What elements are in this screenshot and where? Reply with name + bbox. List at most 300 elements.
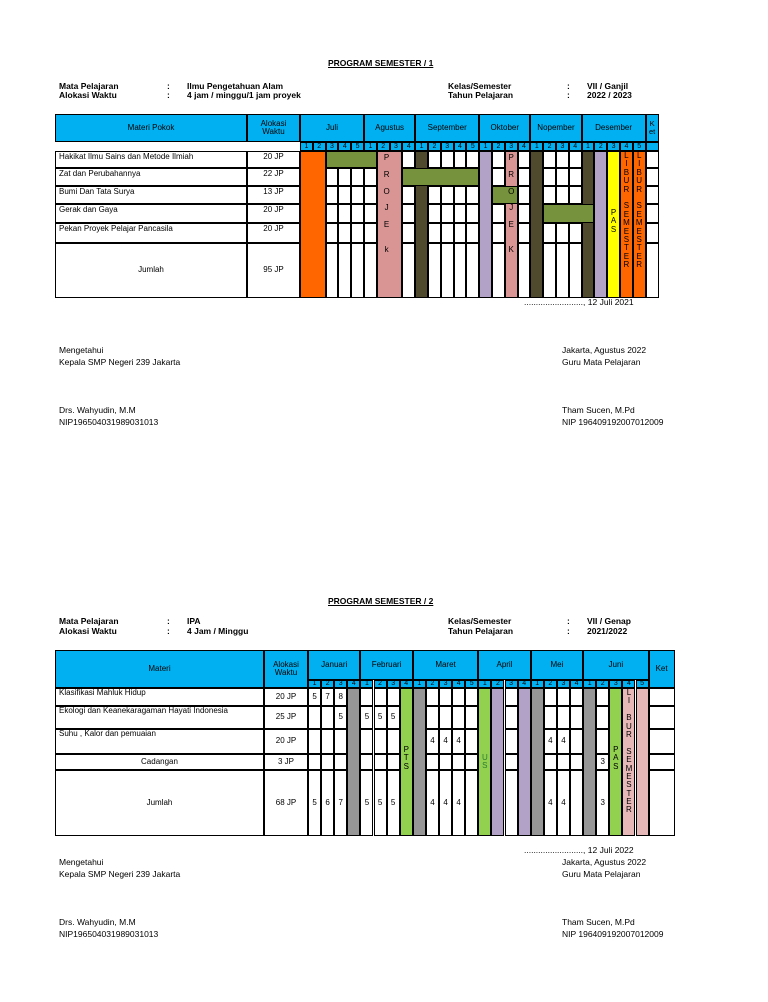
sem1-tahun-label: Tahun Pelajaran <box>448 90 514 100</box>
sem2-row-jp: 3 JP <box>264 754 308 770</box>
sem1-week-num: 4 <box>402 142 415 151</box>
sem1-cell <box>351 168 364 186</box>
sem2-cell <box>387 754 400 770</box>
sem2-mapel-label: Mata Pelajaran <box>59 616 119 626</box>
sem2-tahun-label: Tahun Pelajaran <box>448 626 514 636</box>
sem2-week-num: 3 <box>505 680 518 688</box>
sem2-cell-ket <box>649 688 675 706</box>
sem1-week-num: 1 <box>300 142 313 151</box>
sem2-kelas-label: Kelas/Semester <box>448 616 512 626</box>
sem1-cell <box>402 186 415 204</box>
sem1-week-num: 1 <box>530 142 543 151</box>
sem2-cell <box>387 688 400 706</box>
sem2-kepala: Kepala SMP Negeri 239 Jakarta <box>59 869 181 879</box>
sem2-cell: 5 <box>308 770 321 836</box>
sem2-cell-ket <box>649 770 675 836</box>
sem1-week-blank <box>55 142 300 151</box>
sem2-cell <box>308 729 321 754</box>
sem1-cell <box>402 243 415 298</box>
sem2-cell <box>557 754 570 770</box>
sem2-cell: 3 <box>596 770 609 836</box>
sem1-week-num: 1 <box>582 142 595 151</box>
sem1-col-orange <box>300 151 326 298</box>
sem1-cell <box>402 223 415 243</box>
sem2-cell <box>360 729 373 754</box>
sem2-cell <box>557 706 570 729</box>
sem1-cell <box>543 243 556 298</box>
sem1-cell <box>441 223 454 243</box>
sem1-libur-label: L I B U R S E M E S T E R <box>623 151 630 270</box>
sem2-tahun-value: 2021/2022 <box>587 626 628 636</box>
sem2-mapel-value: IPA <box>187 616 201 626</box>
sem1-cell <box>569 223 582 243</box>
sem2-cell <box>426 688 439 706</box>
sem1-alokasi-label: Alokasi Waktu <box>59 90 117 100</box>
sem1-cell <box>466 151 479 168</box>
sem1-kelas-label: Kelas/Semester <box>448 81 512 91</box>
sem1-projek-label: P R O J E k <box>383 153 390 255</box>
sem1-row-materi: Gerak dan Gaya <box>55 204 247 223</box>
sem1-row-materi: Pekan Proyek Pelajar Pancasila <box>55 223 247 243</box>
sem1-cell <box>556 186 569 204</box>
sem1-week-num: 3 <box>556 142 569 151</box>
sem2-cell: 5 <box>360 770 373 836</box>
sem1-cell <box>492 243 505 298</box>
sem2-cell <box>374 754 387 770</box>
sem2-week-num: 1 <box>583 680 596 688</box>
sem1-cell <box>454 223 467 243</box>
sem1-jumlah-label: Jumlah <box>55 243 247 298</box>
sem2-cell <box>321 729 334 754</box>
sem2-cell <box>465 729 478 754</box>
sem2-cell <box>387 729 400 754</box>
sem2-row-materi: Suhu , Kalor dan pemuaian <box>55 729 264 754</box>
sem2-week-num: 4 <box>570 680 583 688</box>
sem1-cell <box>492 223 505 243</box>
sem1-cell <box>441 204 454 223</box>
sem1-week-num: 3 <box>326 142 339 151</box>
sem1-cell-ket <box>646 243 659 298</box>
sem1-cell <box>543 151 556 168</box>
sem2-cell <box>452 706 465 729</box>
sem1-cell <box>338 186 351 204</box>
sem1-cell <box>338 243 351 298</box>
sem1-cell <box>518 151 531 168</box>
sem2-week-num: 1 <box>360 680 373 688</box>
sem2-week-num: 5 <box>636 680 649 688</box>
sem1-cell <box>518 204 531 223</box>
sem2-head-ket: Ket <box>649 650 675 688</box>
sem2-cell: 4 <box>544 729 557 754</box>
sem2-cell <box>439 688 452 706</box>
sem1-cell <box>351 186 364 204</box>
sem2-col-ket-pink <box>636 688 649 836</box>
sem2-pas-label: P A S <box>613 745 619 771</box>
sem1-week-num: 2 <box>594 142 607 151</box>
sem1-cell <box>364 223 377 243</box>
sem1-cell <box>454 186 467 204</box>
sem1-guru-nip: NIP 196409192007012009 <box>562 417 664 427</box>
sem1-projek-label: P R O J E K <box>508 153 515 255</box>
sem2-cell-ket <box>649 754 675 770</box>
sem2-col-gray <box>413 688 426 836</box>
sem1-colon: : <box>567 81 570 91</box>
sem2-week-num: 4 <box>622 680 635 688</box>
sem1-alokasi-value: 4 jam / minggu/1 jam proyek <box>187 90 301 100</box>
sem1-head-materi: Materi Pokok <box>55 114 247 142</box>
sem1-cell <box>518 243 531 298</box>
sem2-cell <box>308 706 321 729</box>
sem1-cell <box>492 168 505 186</box>
sem1-kota: Jakarta, Agustus 2022 <box>562 345 647 355</box>
sem2-cell: 4 <box>439 729 452 754</box>
sem1-cell <box>428 151 441 168</box>
sem2-col-gray <box>347 688 360 836</box>
sem2-row-jp: 25 JP <box>264 706 308 729</box>
sem1-cell <box>518 186 531 204</box>
sem1-cell-ket <box>646 151 659 168</box>
sem1-month-juli: Juli <box>300 114 364 142</box>
sem2-cell: 5 <box>387 706 400 729</box>
sem2-row-materi: Klasifikasi Mahluk Hidup <box>55 688 264 706</box>
sem1-colon: : <box>567 90 570 100</box>
sem1-mapel-value: Ilmu Pengetahuan Alam <box>187 81 284 91</box>
sem1-tahun-value: 2022 / 2023 <box>587 90 632 100</box>
sem1-cell-ket <box>646 168 659 186</box>
sem1-cell <box>364 243 377 298</box>
sem1-cell <box>441 186 454 204</box>
sem2-cell: 5 <box>374 706 387 729</box>
sem1-week-num: 3 <box>505 142 518 151</box>
sem1-col-dark <box>530 151 543 298</box>
sem2-cell <box>505 754 518 770</box>
sem1-cell-ket <box>646 186 659 204</box>
sem2-cell <box>439 754 452 770</box>
sem1-cell <box>441 243 454 298</box>
sem2-guru-label: Guru Mata Pelajaran <box>562 869 641 879</box>
sem1-cell <box>492 204 505 223</box>
sem1-cell <box>326 243 339 298</box>
sem2-cell <box>570 754 583 770</box>
sem1-cell <box>556 151 569 168</box>
sem2-head-materi: Materi <box>55 650 264 688</box>
sem2-cell: 7 <box>321 688 334 706</box>
sem1-pas-label: P A S <box>610 208 617 234</box>
sem1-kepala-nip: NIP196504031989031013 <box>59 417 159 427</box>
sem2-colon: : <box>167 616 170 626</box>
sem2-week-num: 3 <box>609 680 622 688</box>
sem2-jumlah-label: Jumlah <box>55 770 264 836</box>
sem2-row-materi: Cadangan <box>55 754 264 770</box>
sem1-cell <box>326 168 339 186</box>
sem2-cell <box>465 754 478 770</box>
sem1-cell <box>428 223 441 243</box>
sem2-row-jp: 20 JP <box>264 688 308 706</box>
sem2-cell <box>360 754 373 770</box>
sem2-cell: 5 <box>308 688 321 706</box>
sem2-cell <box>505 770 518 836</box>
sem2-week-num: 1 <box>531 680 544 688</box>
sem2-pts-label: P T S <box>403 745 409 771</box>
sem1-week-num: 3 <box>607 142 620 151</box>
sem1-guru-name: Tham Sucen, M.Pd <box>562 405 635 415</box>
sem1-month-desember: Desember <box>582 114 646 142</box>
sem2-kelas-value: VII / Genap <box>587 616 631 626</box>
sem1-cell <box>441 151 454 168</box>
sem2-cell-ket <box>649 706 675 729</box>
sem1-bar-zat <box>402 168 479 186</box>
sem2-cell <box>544 754 557 770</box>
sem2-colon: : <box>567 626 570 636</box>
sem2-cell <box>374 688 387 706</box>
sem1-colon: : <box>167 90 170 100</box>
sem1-week-num: 3 <box>441 142 454 151</box>
sem2-title: PROGRAM SEMESTER / 2 <box>328 596 434 606</box>
sem2-week-num: 2 <box>374 680 387 688</box>
sem2-cell <box>570 770 583 836</box>
sem2-week-num: 2 <box>491 680 504 688</box>
sem2-week-num: 1 <box>478 680 491 688</box>
sem1-week-num: 2 <box>492 142 505 151</box>
sem2-cell: 4 <box>439 770 452 836</box>
sem2-cell <box>452 754 465 770</box>
sem1-week-num: 4 <box>620 142 633 151</box>
sem1-cell <box>402 204 415 223</box>
sem2-cell: 5 <box>334 706 347 729</box>
sem2-cell: 5 <box>387 770 400 836</box>
sem1-cell <box>454 243 467 298</box>
sem1-week-num: 3 <box>390 142 403 151</box>
sem2-cell <box>570 706 583 729</box>
sem2-libur-label: L I B U R S E M E S T E R <box>625 688 633 815</box>
sem1-mengetahui: Mengetahui <box>59 345 104 355</box>
sem1-cell <box>556 223 569 243</box>
sem2-us-label: U S <box>481 753 488 771</box>
sem1-libur-label: L I B U R S E M E S T E R <box>635 151 643 270</box>
sem1-jumlah-value: 95 JP <box>247 243 300 298</box>
sem1-month-oktober: Oktober <box>479 114 530 142</box>
sem1-cell <box>518 223 531 243</box>
sem1-week-num: 4 <box>518 142 531 151</box>
sem1-month-september: September <box>415 114 479 142</box>
sem1-cell <box>338 168 351 186</box>
sem2-week-num: 3 <box>557 680 570 688</box>
sem1-cell <box>569 243 582 298</box>
sem2-cell <box>544 688 557 706</box>
sem2-week-num: 1 <box>413 680 426 688</box>
sem1-week-num: 2 <box>543 142 556 151</box>
sem1-guru-label: Guru Mata Pelajaran <box>562 357 641 367</box>
sem1-kepala-name: Drs. Wahyudin, M.M <box>59 405 136 415</box>
sem2-week-num: 3 <box>334 680 347 688</box>
sem1-cell <box>543 168 556 186</box>
sem2-col-purple <box>518 688 531 836</box>
sem1-cell <box>569 168 582 186</box>
sem2-cell <box>596 688 609 706</box>
sem2-week-num: 3 <box>387 680 400 688</box>
sem1-cell <box>556 243 569 298</box>
sem2-month-april: April <box>478 650 530 680</box>
sem1-week-num: 1 <box>364 142 377 151</box>
sem1-cell <box>543 186 556 204</box>
sem1-cell <box>338 223 351 243</box>
sem2-week-num: 1 <box>308 680 321 688</box>
sem2-alokasi-value: 4 Jam / Minggu <box>187 626 249 636</box>
sem2-cell <box>544 706 557 729</box>
sem2-week-num: 4 <box>452 680 465 688</box>
sem1-cell <box>351 223 364 243</box>
sem1-cell <box>326 204 339 223</box>
sem2-row-jp: 20 JP <box>264 729 308 754</box>
sem2-cell <box>596 729 609 754</box>
sem2-week-num: 2 <box>426 680 439 688</box>
sem1-row-jp: 20 JP <box>247 204 300 223</box>
sem2-cell-ket <box>649 729 675 754</box>
sem1-month-nopember: Nopember <box>530 114 581 142</box>
sem2-cell: 5 <box>374 770 387 836</box>
sem1-cell <box>428 243 441 298</box>
sem2-cell: 4 <box>557 729 570 754</box>
sem1-cell <box>492 151 505 168</box>
sem2-cell <box>505 706 518 729</box>
sem1-title: PROGRAM SEMESTER / 1 <box>328 58 434 68</box>
sem2-week-num: 2 <box>596 680 609 688</box>
sem2-cell <box>334 754 347 770</box>
sem1-cell <box>466 186 479 204</box>
sem2-cell <box>570 688 583 706</box>
sem2-cell <box>557 688 570 706</box>
sem2-jumlah-value: 68 JP <box>264 770 308 836</box>
sem2-kepala-nip: NIP196504031989031013 <box>59 929 159 939</box>
sem1-row-jp: 20 JP <box>247 151 300 168</box>
sem2-cell: 6 <box>321 770 334 836</box>
sem1-cell <box>402 151 415 168</box>
sem1-week-num: 2 <box>377 142 390 151</box>
sem1-cell <box>364 186 377 204</box>
sem1-week-num: 4 <box>569 142 582 151</box>
sem1-cell <box>351 243 364 298</box>
sem1-cell <box>543 223 556 243</box>
sem2-week-num: 4 <box>400 680 413 688</box>
sem2-week-num: 3 <box>439 680 452 688</box>
sem1-date-line: ........................., 12 Juli 2021 <box>524 297 634 307</box>
sem2-month-juni: Juni <box>583 650 649 680</box>
sem2-week-num: 4 <box>518 680 531 688</box>
sem2-alokasi-label: Alokasi Waktu <box>59 626 117 636</box>
sem1-cell <box>428 204 441 223</box>
sem2-col-purple <box>491 688 504 836</box>
sem1-head-alokasi: Alokasi Waktu <box>247 114 300 142</box>
sem2-cell <box>426 754 439 770</box>
sem2-cell <box>439 706 452 729</box>
sem1-month-agustus: Agustus <box>364 114 415 142</box>
sem2-kota: Jakarta, Agustus 2022 <box>562 857 647 867</box>
sem2-cell <box>426 706 439 729</box>
sem2-cell: 4 <box>544 770 557 836</box>
sem1-row-jp: 22 JP <box>247 168 300 186</box>
sem2-colon: : <box>567 616 570 626</box>
sem1-colon: : <box>167 81 170 91</box>
sem2-guru-nip: NIP 196409192007012009 <box>562 929 664 939</box>
sem1-cell <box>569 151 582 168</box>
sem1-cell <box>466 243 479 298</box>
sem1-week-num: 4 <box>338 142 351 151</box>
sem1-cell <box>364 204 377 223</box>
sem1-cell <box>364 168 377 186</box>
sem1-week-num: 5 <box>466 142 479 151</box>
sem1-cell <box>454 204 467 223</box>
sem2-cell <box>465 688 478 706</box>
sem1-week-num: 2 <box>428 142 441 151</box>
sem2-month-maret: Maret <box>413 650 479 680</box>
sem2-month-mei: Mei <box>531 650 583 680</box>
sem2-cell <box>465 706 478 729</box>
sem1-row-materi: Hakikat Ilmu Sains dan Metode Ilmiah <box>55 151 247 168</box>
sem2-cell <box>570 729 583 754</box>
sem2-head-alokasi: Alokasi Waktu <box>264 650 308 688</box>
sem2-col-gray <box>583 688 596 836</box>
sem1-row-jp: 20 JP <box>247 223 300 243</box>
sem2-cell <box>321 754 334 770</box>
sem1-row-jp: 13 JP <box>247 186 300 204</box>
sem2-mengetahui: Mengetahui <box>59 857 104 867</box>
sem2-cell: 4 <box>452 770 465 836</box>
sem1-cell-ket <box>646 204 659 223</box>
sem1-kepala: Kepala SMP Negeri 239 Jakarta <box>59 357 181 367</box>
sem1-week-num: 4 <box>454 142 467 151</box>
sem2-cell <box>360 688 373 706</box>
sem2-row-materi: Ekologi dan Keanekaragaman Hayati Indonesia <box>55 706 264 729</box>
sem2-month-januari: Januari <box>308 650 360 680</box>
sem2-cell <box>505 688 518 706</box>
sem2-week-num: 2 <box>321 680 334 688</box>
sem2-col-gray <box>531 688 544 836</box>
sem1-kelas-value: VII / Ganjil <box>587 81 629 91</box>
sem2-cell <box>465 770 478 836</box>
sem2-cell <box>334 729 347 754</box>
sem1-week-num: 2 <box>313 142 326 151</box>
sem2-cell: 4 <box>426 770 439 836</box>
sem1-bar-gerak <box>543 204 594 223</box>
sem2-kepala-name: Drs. Wahyudin, M.M <box>59 917 136 927</box>
sem1-week-ket <box>646 142 659 151</box>
sem2-cell <box>452 688 465 706</box>
sem2-month-februari: Februari <box>360 650 412 680</box>
sem1-cell <box>466 223 479 243</box>
sem2-cell: 7 <box>334 770 347 836</box>
sem1-cell <box>351 204 364 223</box>
sem2-week-num: 2 <box>544 680 557 688</box>
sem1-cell <box>326 186 339 204</box>
sem2-cell: 5 <box>360 706 373 729</box>
sem1-mapel-label: Mata Pelajaran <box>59 81 119 91</box>
sem2-cell <box>596 706 609 729</box>
sem1-bar-hakikat <box>326 151 377 168</box>
sem2-cell: 4 <box>426 729 439 754</box>
sem1-head-ket: K et <box>646 114 659 142</box>
sem1-row-materi: Zat dan Perubahannya <box>55 168 247 186</box>
sem2-cell <box>308 754 321 770</box>
sem1-week-num: 1 <box>415 142 428 151</box>
sem1-cell <box>454 151 467 168</box>
sem1-cell <box>326 223 339 243</box>
sem2-cell: 8 <box>334 688 347 706</box>
sem2-cell: 4 <box>557 770 570 836</box>
sem2-week-num: 4 <box>347 680 360 688</box>
sem1-cell <box>466 204 479 223</box>
sem2-cell: 4 <box>452 729 465 754</box>
sem1-cell-ket <box>646 223 659 243</box>
